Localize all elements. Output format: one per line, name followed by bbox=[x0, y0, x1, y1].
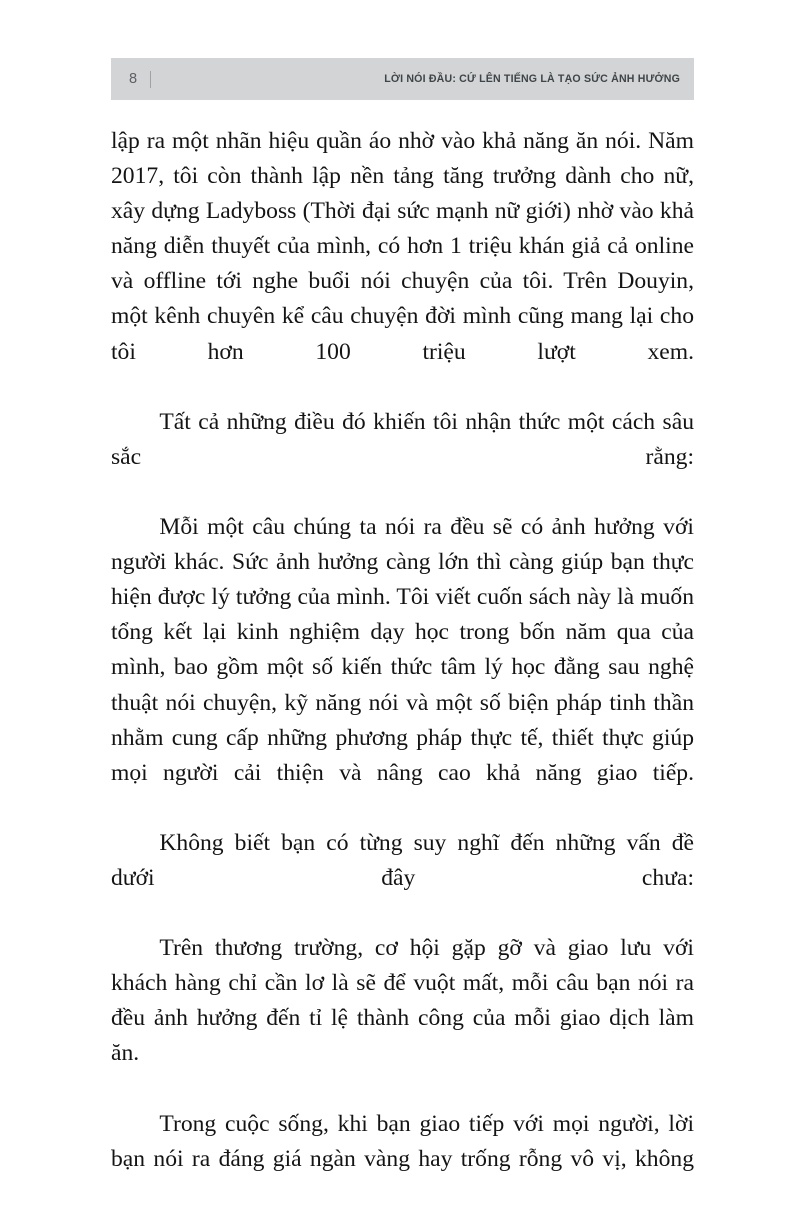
paragraph: Trong cuộc sống, khi bạn giao tiếp với mọi người, lời bạn nói ra đáng giá ngàn vàng hay trống rỗng vô vị, không bbox=[111, 1110, 694, 1172]
page-number: 8 bbox=[129, 70, 138, 87]
running-header bbox=[111, 58, 694, 100]
folio-group bbox=[129, 71, 151, 88]
body-text-block bbox=[111, 124, 694, 1212]
paragraph: Mỗi một câu chúng ta nói ra đều sẽ có ảnh hưởng với người khác. Sức ảnh hưởng càng lớn thì càng giúp bạn thực hiện được lý tưởng của mình. Tôi viết cuốn sách này là muốn tổng kết lại kinh nghiệm dạy học trong bốn năm qua của mình, bao gồm một số kiến thức tâm lý học đằng sau nghệ thuật nói chuyện, kỹ năng nói và một số biện pháp tinh thần nhằm cung cấp những phương pháp thực tế, thiết thực giúp mọi người cải thiện và nâng cao khả năng giao tiếp. bbox=[111, 514, 694, 786]
paragraph: Tất cả những điều đó khiến tôi nhận thức một cách sâu sắc rằng: bbox=[111, 408, 694, 470]
paragraph: lập ra một nhãn hiệu quần áo nhờ vào khả năng ăn nói. Năm 2017, tôi còn thành lập nền tảng tăng trưởng dành cho nữ, xây dựng Ladyboss (Thời đại sức mạnh nữ giới) nhờ vào khả năng diễn thuyết của mình, có hơn 1 triệu khán giả cả online và offline tới nghe buổi nói chuyện của tôi. Trên Douyin, một kênh chuyên kể câu chuyện đời mình cũng mang lại cho tôi hơn 100 triệu lượt xem. bbox=[111, 128, 694, 365]
paragraph: Trên thương trường, cơ hội gặp gỡ và giao lưu với khách hàng chỉ cần lơ là sẽ để vuột mất, mỗi câu bạn nói ra đều ảnh hưởng đến tỉ lệ thành công của mỗi giao dịch làm ăn. bbox=[111, 935, 694, 1067]
running-header-title: LỜI NÓI ĐẦU: CỨ LÊN TIẾNG LÀ TẠO SỨC ẢNH HƯỞNG bbox=[384, 72, 680, 85]
paragraph: Không biết bạn có từng suy nghĩ đến những vấn đề dưới đây chưa: bbox=[111, 829, 694, 891]
folio-divider bbox=[150, 71, 151, 88]
